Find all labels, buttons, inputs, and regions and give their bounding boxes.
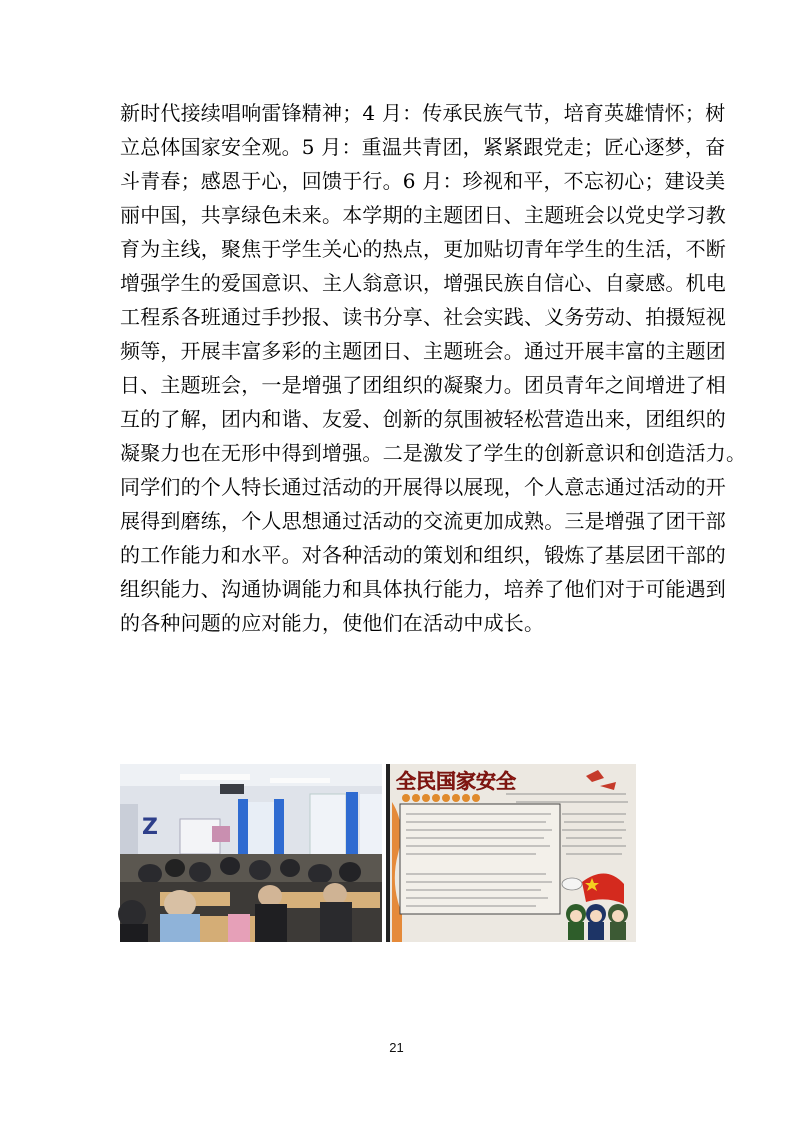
poster-title: 全民国家安全 xyxy=(396,769,516,793)
poster-photo xyxy=(386,764,636,942)
body-line: 组织能力、沟通协调能力和具体执行能力，培养了他们对于可能遇到 xyxy=(120,577,726,601)
body-line: 同学们的个人特长通过活动的开展得以展现，个人意志通过活动的开 xyxy=(120,475,726,499)
body-line: 频等，开展丰富多彩的主题团日、主题班会。通过开展丰富的主题团 xyxy=(120,339,726,363)
body-line: 斗青春；感恩于心，回馈于行。6 月：珍视和平，不忘初心；建设美 xyxy=(120,169,726,193)
body-line: 新时代接续唱响雷锋精神；4 月：传承民族气节，培育英雄情怀；树 xyxy=(120,101,726,125)
classroom-photo-image xyxy=(120,764,382,942)
body-line: 日、主题班会，一是增强了团组织的凝聚力。团员青年之间增进了相 xyxy=(120,373,726,397)
body-text xyxy=(120,96,747,640)
body-line: 凝聚力也在无形中得到增强。二是激发了学生的创新意识和创造活力。 xyxy=(120,441,747,465)
body-line: 立总体国家安全观。5 月：重温共青团，紧紧跟党走；匠心逐梦，奋 xyxy=(120,135,726,159)
body-line: 育为主线，聚焦于学生关心的热点，更加贴切青年学生的生活，不断 xyxy=(120,237,726,261)
body-line: 工程系各班通过手抄报、读书分享、社会实践、义务劳动、拍摄短视 xyxy=(120,305,726,329)
page-number: 21 xyxy=(389,1040,404,1055)
classroom-photo xyxy=(120,764,382,942)
body-line: 丽中国，共享绿色未来。本学期的主题团日、主题班会以党史学习教 xyxy=(120,203,726,227)
body-line: 的工作能力和水平。对各种活动的策划和组织，锻炼了基层团干部的 xyxy=(120,543,726,567)
body-line: 增强学生的爱国意识、主人翁意识，增强民族自信心、自豪感。机电 xyxy=(120,271,726,295)
poster-background xyxy=(386,764,636,942)
body-line: 的各种问题的应对能力，使他们在活动中成长。 xyxy=(120,611,545,635)
svg-text:Z: Z xyxy=(142,815,158,840)
body-line: 展得到磨练，个人思想通过活动的交流更加成熟。三是增强了团干部 xyxy=(120,509,726,533)
photo-row xyxy=(120,764,636,942)
body-line: 互的了解，团内和谐、友爱、创新的氛围被轻松营造出来，团组织的 xyxy=(120,407,726,431)
